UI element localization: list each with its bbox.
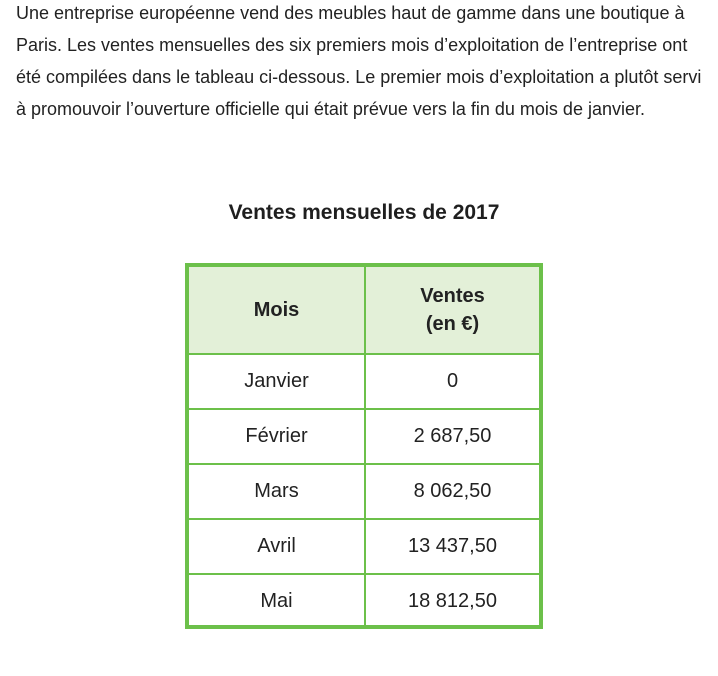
table-row — [189, 464, 539, 519]
table-header-row — [189, 267, 539, 354]
table-row — [189, 354, 539, 409]
cell-month: Janvier — [189, 354, 365, 409]
header-month-label: Mois — [253, 299, 300, 321]
sales-table — [189, 267, 539, 628]
cell-month: Mai — [189, 574, 365, 628]
table-row — [189, 409, 539, 464]
cell-month: Février — [189, 409, 365, 464]
header-sales — [365, 267, 539, 354]
cell-month: Mars — [189, 464, 365, 519]
cell-sales: 18 812,50 — [365, 574, 539, 628]
header-month — [189, 267, 365, 354]
cell-sales: 0 — [365, 354, 539, 409]
table-row — [189, 574, 539, 628]
cell-sales: 8 062,50 — [365, 464, 539, 519]
cell-month: Avril — [189, 519, 365, 574]
cell-sales: 2 687,50 — [365, 409, 539, 464]
header-sales-line1: Ventes — [420, 285, 485, 307]
header-sales-line2: (en €) — [425, 313, 480, 335]
table-row — [189, 519, 539, 574]
table-title: Ventes mensuelles de 2017 — [228, 201, 500, 224]
sales-table-container — [185, 263, 543, 629]
cell-sales: 13 437,50 — [365, 519, 539, 574]
intro-paragraph: Une entreprise européenne vend des meubles haut de gamme dans une boutique à Paris. Les ventes mensuelles des six premiers mois d’exploitation de l’entreprise ont été compilées dans le tableau ci-dessous. Le premier mois d’exploitation a plutôt servi à promouvoir l’ouverture officielle qui était prévue vers la fin du mois de janvier. — [16, 3, 702, 119]
